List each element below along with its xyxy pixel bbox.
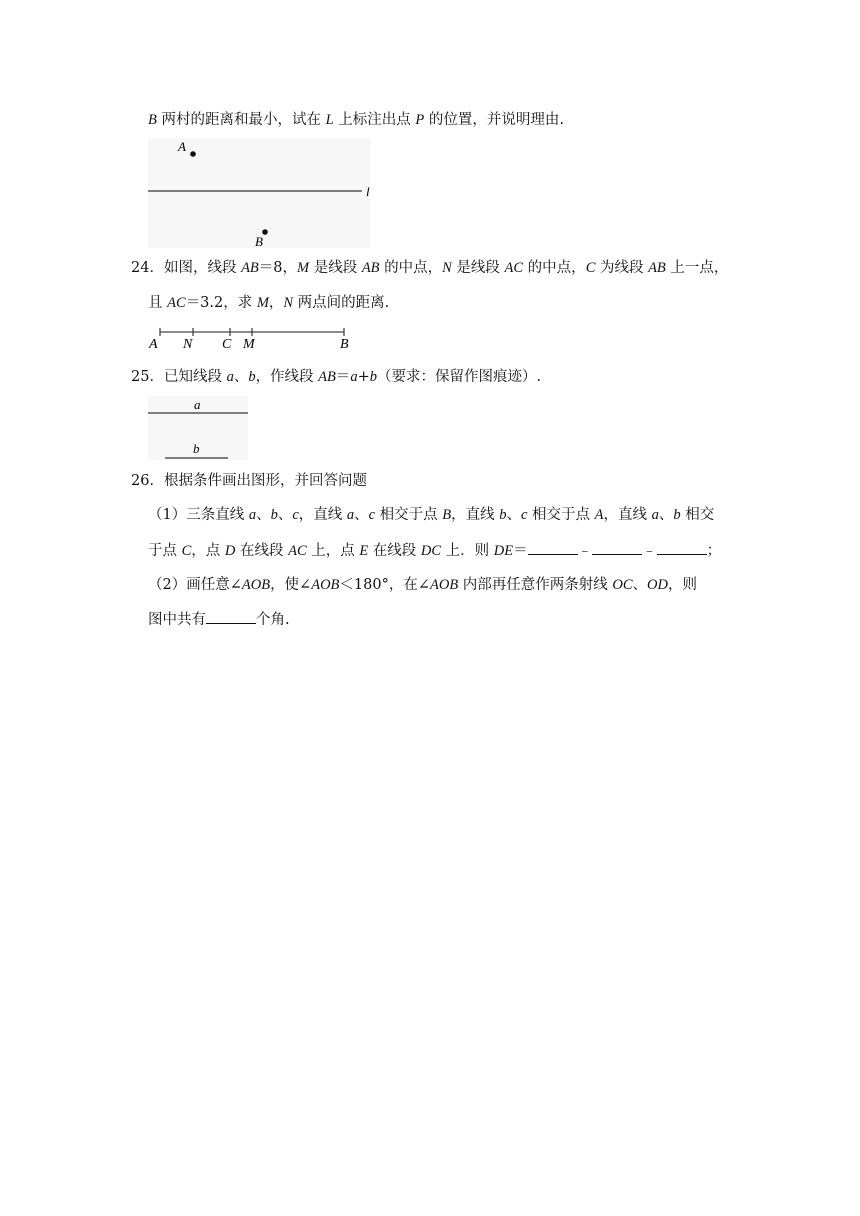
- label-n: N: [183, 337, 193, 352]
- text: ，: [268, 295, 284, 311]
- text: AOB: [429, 577, 459, 593]
- text: 在线段: [368, 543, 421, 559]
- text: A: [594, 507, 604, 523]
- text: c: [292, 507, 299, 523]
- text: 两村的距离和最小，试在: [156, 112, 326, 128]
- text: 上，点: [306, 543, 360, 559]
- text: OD: [647, 577, 668, 593]
- text: ＝3.2，求: [185, 295, 257, 311]
- text: 、: [277, 507, 293, 523]
- text: +: [357, 369, 370, 385]
- text: b: [673, 507, 681, 523]
- text: 图中共有: [148, 612, 206, 628]
- text: a: [248, 507, 257, 523]
- text: 上一点，: [665, 260, 729, 276]
- text: ，使∠: [270, 577, 312, 593]
- q26-part1-line-2: [148, 540, 721, 561]
- text: AB: [241, 260, 259, 276]
- q25-line-1: [131, 367, 541, 387]
- text: 是线段: [309, 260, 362, 276]
- text: 两点间的距离.: [293, 295, 390, 311]
- text: 、: [354, 507, 369, 523]
- text: N: [283, 295, 294, 311]
- text: 为线段: [595, 260, 649, 276]
- text: b: [270, 507, 278, 523]
- text: C: [585, 260, 596, 276]
- label-b: B: [340, 337, 349, 352]
- q24-line-2: [148, 293, 389, 313]
- point-a-label: A: [178, 139, 186, 154]
- text: （2）画任意∠: [148, 577, 242, 593]
- text: a: [350, 369, 358, 385]
- answer-blank-3[interactable]: [657, 540, 707, 555]
- point-b-label: B: [255, 234, 263, 249]
- minus-sign: ﹣: [577, 543, 593, 559]
- line-l-label: l: [366, 184, 370, 199]
- label-a: A: [149, 337, 158, 352]
- answer-blank-4[interactable]: [206, 609, 256, 624]
- text: DE: [493, 543, 514, 559]
- text: N: [442, 260, 452, 276]
- q26-title: 26．根据条件画出图形，并回答问题: [131, 473, 367, 489]
- text: DC: [420, 543, 442, 559]
- label-m: M: [243, 337, 255, 352]
- q23-line-1: [148, 110, 564, 130]
- minus-sign: ﹣: [642, 543, 657, 559]
- text: AOB: [311, 577, 340, 593]
- text: 于点: [148, 543, 182, 559]
- text: 相交: [680, 507, 715, 523]
- answer-blank-1[interactable]: [528, 540, 578, 555]
- text: 个角.: [256, 612, 290, 628]
- point-b-dot: [262, 229, 268, 235]
- text: ，则: [668, 577, 697, 593]
- text: P: [415, 112, 425, 128]
- text: 的中点，: [523, 260, 586, 276]
- text: 上标注出点: [333, 112, 416, 128]
- point-a-dot: [190, 151, 196, 157]
- text: b: [248, 369, 256, 385]
- text: D: [224, 543, 236, 559]
- text: 内部再任意作两条射线: [458, 577, 613, 593]
- text: 、: [506, 507, 522, 523]
- text: b: [499, 507, 507, 523]
- text: 相交于点: [375, 507, 443, 523]
- q25-figure: [148, 396, 250, 462]
- text: 在线段: [235, 543, 289, 559]
- figure-background: [148, 138, 370, 248]
- text: ，直线: [451, 507, 500, 523]
- text: ，直线: [603, 507, 652, 523]
- text: ＝: [513, 543, 528, 559]
- q26-part2-line-2: [148, 609, 290, 630]
- text: 24．如图，线段: [131, 260, 242, 276]
- text: ，作线段: [255, 369, 319, 385]
- label-c: C: [222, 337, 232, 352]
- text: 相交于点: [527, 507, 595, 523]
- q26-part2-line-1: [148, 575, 697, 595]
- text: c: [521, 507, 528, 523]
- text: AOB: [241, 577, 271, 593]
- text: 、: [632, 577, 648, 593]
- text: AC: [167, 295, 186, 311]
- label-b: b: [193, 441, 200, 456]
- text: （1）三条直线: [148, 507, 249, 523]
- q23-figure: [148, 138, 376, 250]
- text: B: [148, 112, 157, 128]
- label-a: a: [194, 397, 201, 412]
- text: ；: [706, 543, 722, 559]
- text: 的位置，并说明理由.: [424, 112, 564, 128]
- text: ＝: [335, 369, 351, 385]
- answer-blank-2[interactable]: [592, 540, 642, 555]
- text: c: [368, 507, 376, 523]
- text: 的中点，: [379, 260, 443, 276]
- text: OC: [612, 577, 633, 593]
- text: 是线段: [451, 260, 505, 276]
- q24-line-1: [131, 258, 728, 278]
- text: B: [442, 507, 452, 523]
- text: 且: [148, 295, 168, 311]
- text: AB: [361, 260, 380, 276]
- text: ，点: [191, 543, 225, 559]
- text: 上．则: [441, 543, 494, 559]
- text: M: [256, 295, 269, 311]
- text: ＜180°，在∠: [339, 577, 430, 593]
- text: 、: [658, 507, 674, 523]
- text: ，直线: [298, 507, 347, 523]
- text: （要求：保留作图痕迹）.: [377, 369, 542, 385]
- text: C: [181, 543, 192, 559]
- text: AC: [288, 543, 307, 559]
- text: L: [325, 112, 334, 128]
- text: a: [346, 507, 355, 523]
- text: 、: [233, 369, 249, 385]
- text: a: [226, 369, 234, 385]
- text: b: [369, 369, 378, 385]
- q24-figure: [146, 326, 358, 352]
- text: a: [651, 507, 659, 523]
- text: AB: [318, 369, 336, 385]
- text: 、: [256, 507, 271, 523]
- text: ＝8，: [258, 260, 298, 276]
- text: AC: [504, 260, 524, 276]
- q26-part1-line-1: [148, 505, 714, 525]
- text: AB: [648, 260, 666, 276]
- text: M: [297, 260, 310, 276]
- text: 25．已知线段: [131, 369, 227, 385]
- text: E: [359, 543, 369, 559]
